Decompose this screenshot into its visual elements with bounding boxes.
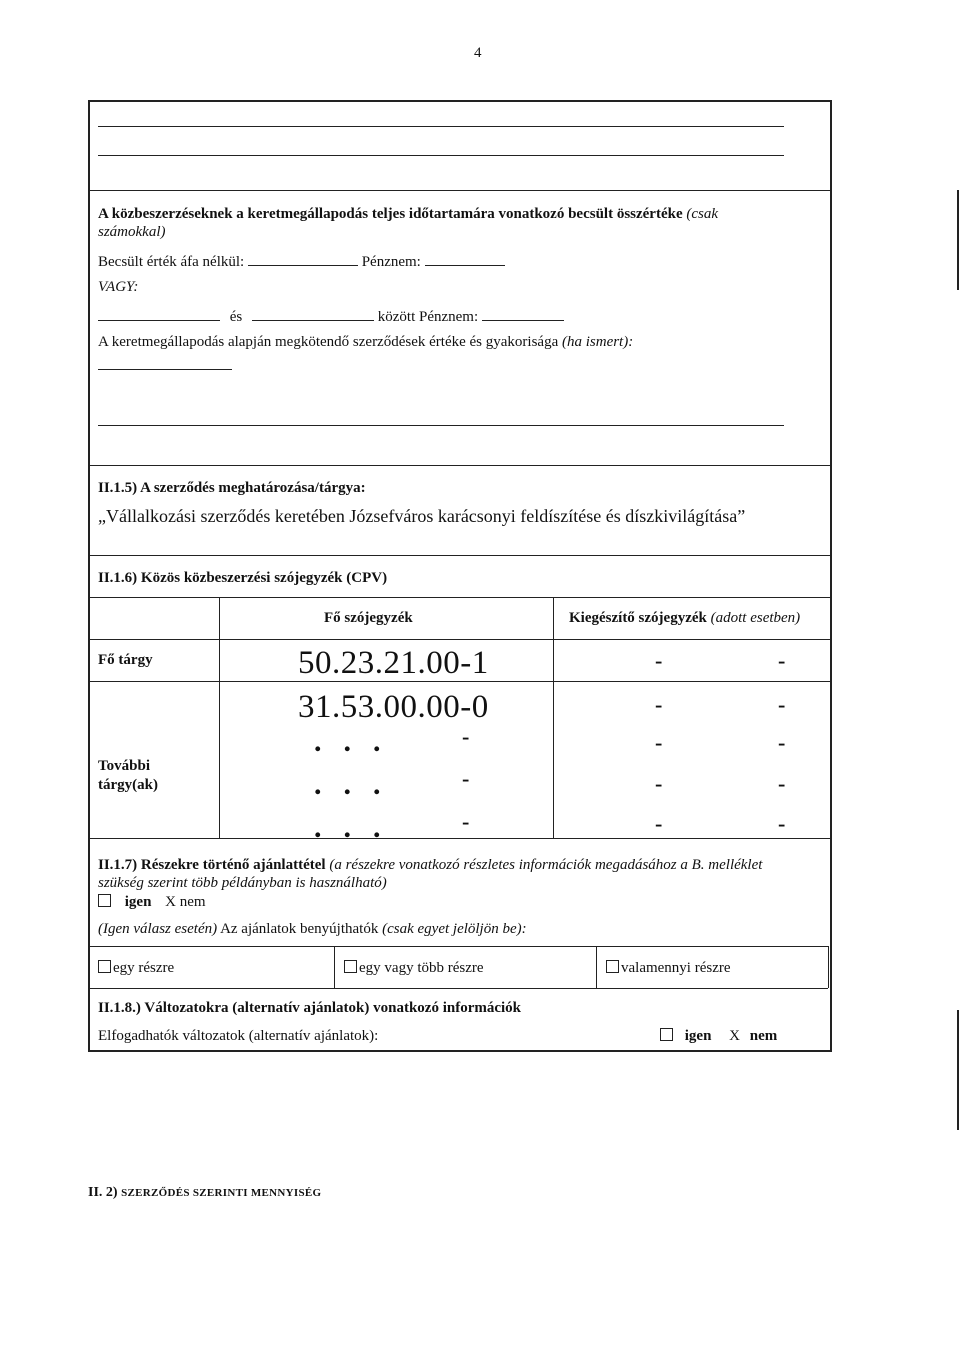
options-table-border bbox=[88, 988, 828, 989]
section-divider bbox=[88, 555, 832, 556]
cpv-col-main: Fő szójegyzék bbox=[324, 610, 413, 626]
options-table-border bbox=[828, 946, 829, 988]
cpv-supp-dash: - bbox=[655, 648, 663, 673]
scan-edge-line bbox=[957, 1010, 959, 1130]
contracts-value-field[interactable] bbox=[98, 369, 232, 370]
section-2-prefix: II. 2) bbox=[88, 1185, 118, 1200]
and-label: és bbox=[229, 309, 243, 325]
offer-row bbox=[98, 920, 527, 938]
section-2-title: SZERZŐDÉS SZERINTI MENNYISÉG bbox=[121, 1187, 322, 1199]
options-table-border bbox=[334, 946, 335, 988]
alternatives-yes-no bbox=[660, 1027, 777, 1045]
option-one-or-more-parts[interactable] bbox=[344, 959, 484, 977]
section-117-heading-italic-2: szükség szerint több példányban is használható) bbox=[98, 875, 387, 891]
estimated-value-field[interactable] bbox=[248, 251, 358, 266]
parts-yes-no-row bbox=[98, 893, 206, 911]
blank-line bbox=[98, 155, 784, 156]
section-2-heading bbox=[88, 1184, 321, 1202]
page-number: 4 bbox=[474, 45, 482, 61]
section-divider bbox=[88, 465, 832, 466]
option-one-or-more-checkbox[interactable] bbox=[344, 960, 357, 973]
option-all-parts-label: valamennyi részre bbox=[621, 960, 731, 976]
offer-italic-2: (csak egyet jelöljön be): bbox=[382, 921, 527, 937]
section-117-heading-bold: II.1.7) Részekre történő ajánlattétel bbox=[98, 857, 326, 873]
offer-text: Az ajánlatok benyújthatók bbox=[220, 921, 379, 937]
cpv-supp-dash: - bbox=[655, 771, 663, 796]
alternatives-label: Elfogadhatók változatok (alternatív ajánlatok): bbox=[98, 1028, 379, 1044]
cpv-supp-dash: - bbox=[778, 648, 786, 673]
option-one-part-checkbox[interactable] bbox=[98, 960, 111, 973]
range-to-field[interactable] bbox=[252, 306, 374, 321]
estimated-value-label: Becsült érték áfa nélkül: bbox=[98, 254, 245, 270]
cpv-supp-dash: - bbox=[655, 730, 663, 755]
cpv-row-further-label-1: További bbox=[98, 758, 150, 774]
cpv-table-border bbox=[88, 838, 832, 839]
contracts-value-label: A keretmegállapodás alapján megkötendő szerződések értéke és gyakorisága bbox=[98, 334, 559, 350]
offer-italic: (Igen válasz esetén) bbox=[98, 921, 218, 937]
range-currency-field[interactable] bbox=[482, 306, 564, 321]
cpv-empty-dash: - bbox=[462, 766, 470, 791]
cpv-supp-dash: - bbox=[778, 771, 786, 796]
currency-field[interactable] bbox=[425, 251, 505, 266]
cpv-supp-dash: - bbox=[778, 730, 786, 755]
parts-yes-label: igen bbox=[124, 894, 152, 910]
cpv-supp-dash: - bbox=[655, 692, 663, 717]
value-title-italic-2: számokkal) bbox=[98, 224, 166, 240]
or-label: VAGY: bbox=[98, 279, 139, 295]
cpv-supp-dash: - bbox=[655, 811, 663, 836]
estimated-value-row bbox=[98, 251, 505, 271]
cpv-table-border bbox=[88, 639, 832, 640]
parts-yes-checkbox[interactable] bbox=[98, 894, 111, 907]
value-title bbox=[98, 205, 718, 223]
cpv-table-border bbox=[219, 597, 220, 838]
section-divider bbox=[88, 190, 832, 191]
parts-no-label: X nem bbox=[165, 894, 206, 910]
currency-label: Pénznem: bbox=[361, 254, 421, 270]
between-currency-label: között Pénznem: bbox=[377, 309, 479, 325]
blank-line bbox=[98, 425, 784, 426]
section-116-heading: II.1.6) Közös közbeszerzési szójegyzék (CPV) bbox=[98, 570, 388, 586]
contracts-value-italic: (ha ismert): bbox=[561, 334, 634, 350]
cpv-supp-dash: - bbox=[778, 811, 786, 836]
option-one-part[interactable] bbox=[98, 959, 174, 977]
alternatives-no-mark: X bbox=[729, 1028, 741, 1044]
section-115-heading: II.1.5) A szerződés meghatározása/tárgya: bbox=[98, 480, 366, 496]
cpv-table-border bbox=[88, 681, 832, 682]
option-one-part-label: egy részre bbox=[113, 960, 175, 976]
section-118-heading: II.1.8.) Változatokra (alternatív ajánlatok) vonatkozó információk bbox=[98, 1000, 522, 1016]
cpv-empty-dash: - bbox=[462, 809, 470, 834]
options-table-border bbox=[88, 946, 828, 947]
cpv-further-code: 31.53.00.00-0 bbox=[298, 689, 489, 725]
contract-subject: „Vállalkozási szerződés keretében Józsefváros karácsonyi feldíszítése és díszkivilágítása” bbox=[98, 506, 746, 526]
value-title-bold: A közbeszerzéseknek a keretmegállapodás teljes időtartamára vonatkozó becsült összértéke bbox=[98, 206, 683, 222]
value-title-italic: (csak bbox=[686, 206, 719, 222]
cpv-row-main-label: Fő tárgy bbox=[98, 652, 153, 668]
blank-line bbox=[98, 126, 784, 127]
cpv-empty-dots: ... bbox=[314, 811, 403, 844]
section-117-heading-italic: (a részekre vonatkozó részletes információk megadásához a B. melléklet bbox=[329, 857, 763, 873]
option-all-parts-checkbox[interactable] bbox=[606, 960, 619, 973]
cpv-row-further-label-2: tárgy(ak) bbox=[98, 777, 158, 793]
cpv-col-supp bbox=[569, 609, 800, 627]
cpv-supp-dash: - bbox=[778, 692, 786, 717]
alternatives-yes-checkbox[interactable] bbox=[660, 1028, 673, 1041]
alternatives-no-label: nem bbox=[749, 1028, 778, 1044]
range-row bbox=[98, 306, 564, 326]
scan-edge-line bbox=[957, 190, 959, 290]
options-table-border bbox=[596, 946, 597, 988]
option-all-parts[interactable] bbox=[606, 959, 731, 977]
range-from-field[interactable] bbox=[98, 306, 220, 321]
section-117-heading bbox=[98, 856, 762, 874]
option-one-or-more-label: egy vagy több részre bbox=[359, 960, 484, 976]
cpv-table-border bbox=[553, 597, 554, 838]
cpv-col-supp-label: Kiegészítő szójegyzék bbox=[569, 610, 707, 626]
contracts-value-row bbox=[98, 333, 633, 351]
cpv-empty-dots: ... bbox=[314, 725, 403, 758]
cpv-col-supp-italic: (adott esetben) bbox=[710, 610, 801, 626]
alternatives-yes-label: igen bbox=[684, 1028, 712, 1044]
cpv-main-code: 50.23.21.00-1 bbox=[298, 645, 489, 681]
cpv-empty-dash: - bbox=[462, 724, 470, 749]
cpv-empty-dots: ... bbox=[314, 768, 403, 801]
cpv-table-border bbox=[88, 597, 832, 598]
